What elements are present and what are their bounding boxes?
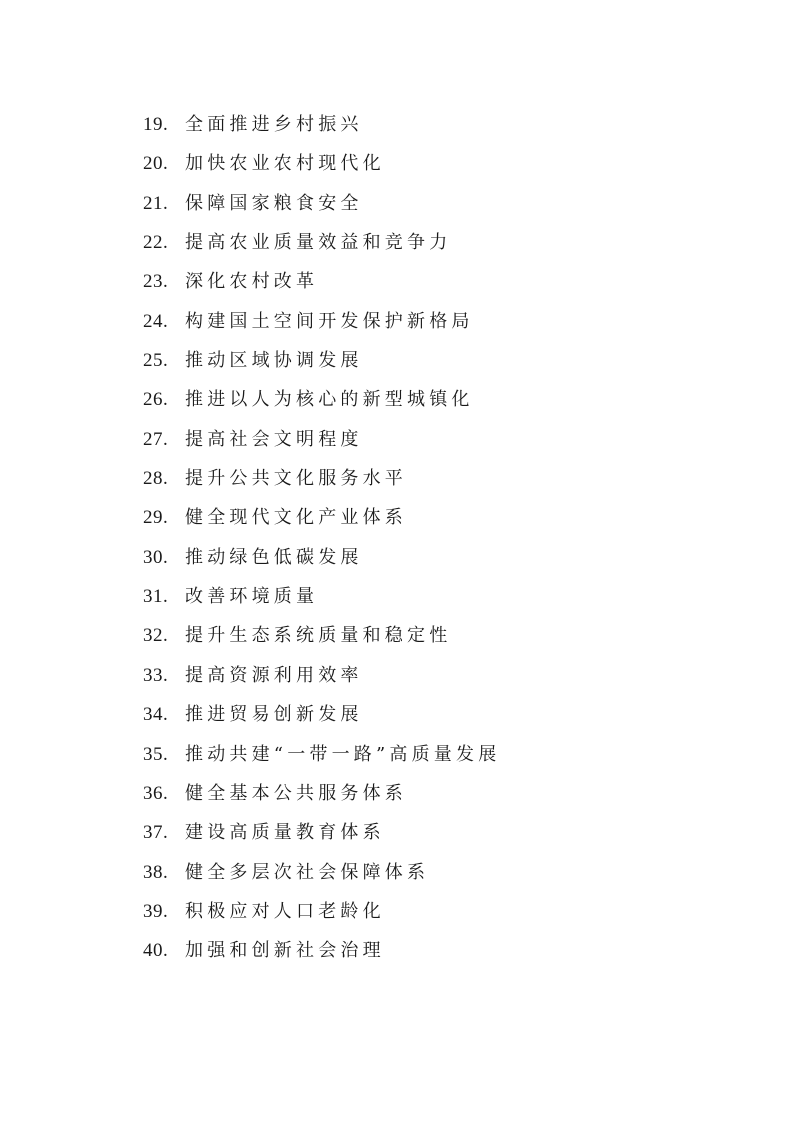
list-item [143, 577, 743, 616]
list-item [143, 144, 743, 183]
list-item [143, 892, 743, 931]
list-item [143, 223, 743, 262]
list-item [143, 420, 743, 459]
item-text: 健全基本公共服务体系 [185, 782, 407, 804]
item-number: 21. [143, 192, 169, 214]
item-number: 19. [143, 114, 169, 135]
list-item [143, 853, 743, 892]
item-text: 全面推进乡村振兴 [185, 114, 363, 135]
item-number: 25. [143, 350, 169, 372]
list-item [143, 341, 743, 380]
item-number: 29. [143, 507, 169, 529]
item-number: 40. [143, 940, 169, 962]
item-text: 提升生态系统质量和稳定性 [185, 625, 452, 647]
item-number: 23. [143, 271, 169, 293]
list-item [143, 695, 743, 734]
item-text: 深化农村改革 [185, 271, 319, 293]
list-item [143, 262, 743, 301]
list-item [143, 735, 743, 774]
item-number: 22. [143, 232, 169, 254]
list-item [143, 459, 743, 498]
item-number: 24. [143, 310, 169, 332]
list-item [143, 380, 743, 419]
item-text: 健全现代文化产业体系 [185, 507, 407, 529]
item-text: 改善环境质量 [185, 586, 319, 608]
list-item [143, 774, 743, 813]
item-number: 28. [143, 468, 169, 490]
item-text: 推动区域协调发展 [185, 350, 363, 372]
item-text: 推动共建“一带一路”高质量发展 [185, 743, 501, 765]
item-number: 38. [143, 861, 169, 883]
item-number: 39. [143, 900, 169, 922]
item-number: 32. [143, 625, 169, 647]
list-item [143, 302, 743, 341]
item-number: 33. [143, 664, 169, 686]
item-text: 加快农业农村现代化 [185, 153, 385, 175]
item-text: 推进贸易创新发展 [185, 704, 363, 726]
item-text: 加强和创新社会治理 [185, 940, 385, 962]
item-text: 提高农业质量效益和竞争力 [185, 232, 452, 254]
item-number: 27. [143, 428, 169, 450]
item-number: 26. [143, 389, 169, 411]
item-number: 30. [143, 546, 169, 568]
list-item [143, 931, 743, 970]
list-item [143, 184, 743, 223]
item-text: 提升公共文化服务水平 [185, 468, 407, 490]
list-item [143, 105, 743, 144]
item-text: 积极应对人口老龄化 [185, 900, 385, 922]
item-text: 提高社会文明程度 [185, 428, 363, 450]
item-number: 35. [143, 743, 169, 765]
item-text: 健全多层次社会保障体系 [185, 861, 430, 883]
item-text: 保障国家粮食安全 [185, 192, 363, 214]
item-text: 推动绿色低碳发展 [185, 546, 363, 568]
item-number: 34. [143, 704, 169, 726]
item-text: 构建国土空间开发保护新格局 [185, 310, 474, 332]
item-number: 36. [143, 782, 169, 804]
item-text: 推进以人为核心的新型城镇化 [185, 389, 474, 411]
list-item [143, 813, 743, 852]
list-item [143, 498, 743, 537]
list-item [143, 616, 743, 655]
numbered-list [143, 105, 743, 971]
item-number: 37. [143, 822, 169, 844]
item-number: 20. [143, 153, 169, 175]
item-text: 提高资源利用效率 [185, 664, 363, 686]
item-text: 建设高质量教育体系 [185, 822, 385, 844]
list-item [143, 656, 743, 695]
list-item [143, 538, 743, 577]
item-number: 31. [143, 586, 169, 608]
